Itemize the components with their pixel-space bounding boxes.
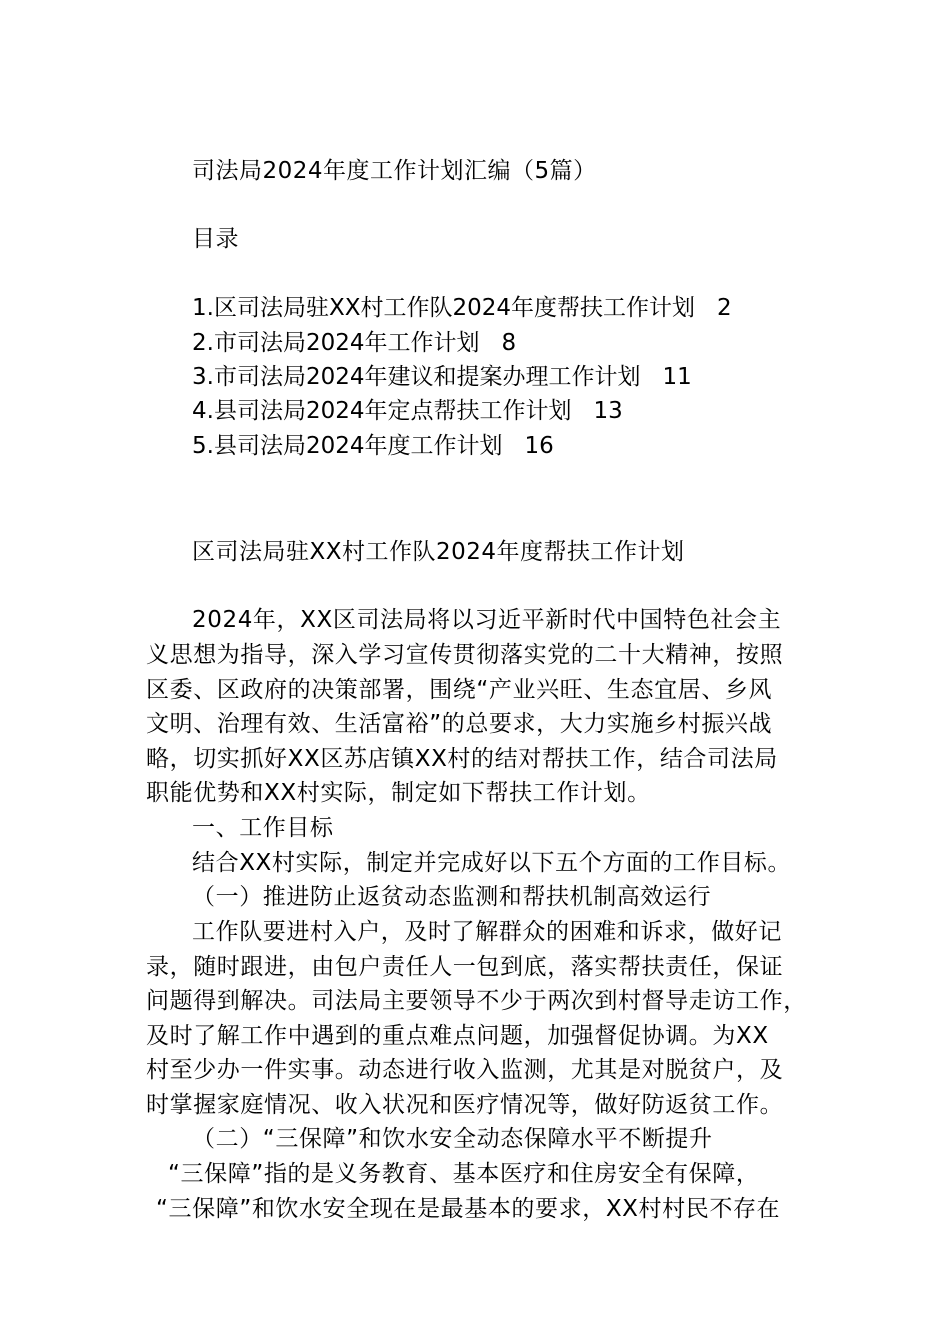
toc-entry-page: 2 (717, 295, 732, 321)
toc-entry-text: 2.市司法局2024年工作计划 (192, 330, 480, 356)
paragraph-line: 工作队要进村入户，及时了解群众的困难和诉求，做好记 (192, 919, 782, 945)
paragraph-line: 义思想为指导，深入学习宣传贯彻落实党的二十大精神，按照 (146, 642, 784, 668)
toc-entry[interactable] (192, 360, 692, 394)
paragraph-line: 村至少办一件实事。动态进行收入监测，尤其是对脱贫户，及 (146, 1057, 784, 1083)
toc-entry-page: 16 (524, 433, 554, 459)
paragraph-line: 职能优势和XX村实际，制定如下帮扶工作计划。 (146, 780, 651, 806)
toc-entry-text: 3.市司法局2024年建议和提案办理工作计划 (192, 364, 641, 390)
heading-level-2: （二）“三保障”和饮水安全动态保障水平不断提升 (192, 1126, 713, 1152)
paragraph-line: “三保障”和饮水安全现在是最基本的要求，XX村村民不存在 (156, 1196, 781, 1222)
paragraph-line: 问题得到解决。司法局主要领导不少于两次到村督导走访工作， (146, 988, 807, 1014)
heading-level-2: （一）推进防止返贫动态监测和帮扶机制高效运行 (192, 884, 712, 910)
toc-entry[interactable] (192, 429, 554, 463)
toc-entry[interactable] (192, 326, 516, 360)
paragraph-line: 录，随时跟进，由包户责任人一包到底，落实帮扶责任，保证 (146, 954, 784, 980)
toc-entry-text: 1.区司法局驻XX村工作队2024年度帮扶工作计划 (192, 295, 695, 321)
paragraph-line: 及时了解工作中遇到的重点难点问题，加强督促协调。为XX (146, 1023, 769, 1049)
toc-entry-text: 4.县司法局2024年定点帮扶工作计划 (192, 398, 572, 424)
toc-entry-page: 13 (593, 398, 623, 424)
toc-entry-page: 11 (662, 364, 692, 390)
paragraph-line: 区委、区政府的决策部署，围绕“产业兴旺、生态宜居、乡风 (146, 677, 773, 703)
paragraph-line: 时掌握家庭情况、收入状况和医疗情况等，做好防返贫工作。 (146, 1092, 784, 1118)
paragraph-line: 文明、治理有效、生活富裕”的总要求，大力实施乡村振兴战 (146, 711, 773, 737)
paragraph-line: 2024年，XX区司法局将以习近平新时代中国特色社会主 (192, 607, 782, 633)
toc-entry-page: 8 (501, 330, 517, 356)
toc-entry-text: 5.县司法局2024年度工作计划 (192, 433, 503, 459)
toc-entry[interactable] (192, 291, 732, 325)
document-title: 司法局2024年度工作计划汇编（5篇） (192, 158, 597, 184)
heading-level-1: 一、工作目标 (192, 815, 334, 841)
toc-heading: 目录 (192, 226, 239, 252)
toc-entry[interactable] (192, 394, 623, 428)
paragraph-line: 结合XX村实际，制定并完成好以下五个方面的工作目标。 (192, 850, 792, 876)
section-title: 区司法局驻XX村工作队2024年度帮扶工作计划 (192, 539, 685, 565)
paragraph-line: “三保障”指的是义务教育、基本医疗和住房安全有保障， (168, 1161, 760, 1187)
paragraph-line: 略，切实抓好XX区苏店镇XX村的结对帮扶工作，结合司法局 (146, 746, 778, 772)
